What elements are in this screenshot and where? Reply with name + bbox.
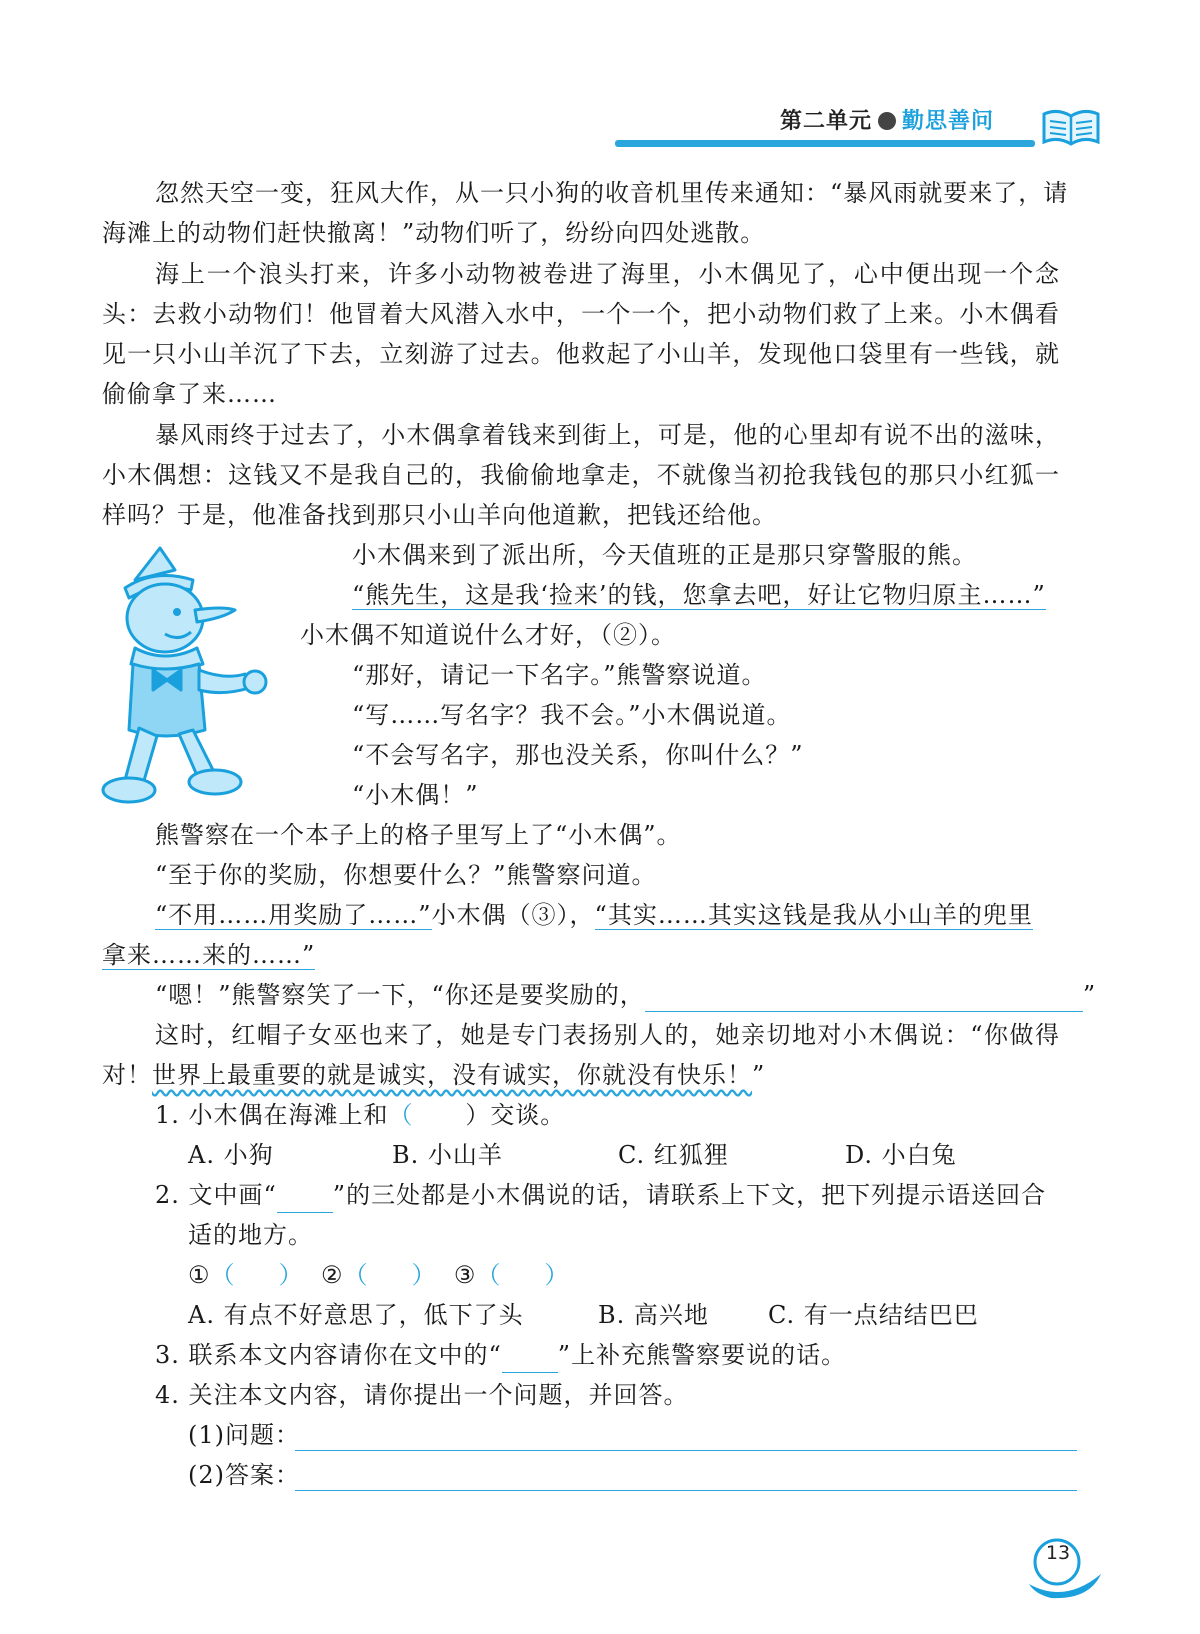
q2-option[interactable]: B. 高兴地 bbox=[598, 1301, 709, 1329]
passage-line: 样吗？于是，他准备找到那只小山羊向他道歉，把钱还给他。 bbox=[102, 501, 777, 529]
unit-theme: 勤思善问 bbox=[902, 109, 995, 134]
question-4: 4. 关注本文内容，请你提出一个问题，并回答。 bbox=[155, 1381, 689, 1409]
passage-line: “那好，请记一下名字。”熊警察说道。 bbox=[352, 661, 767, 689]
q4-question-line[interactable] bbox=[295, 1450, 1077, 1451]
passage-line: 暴风雨终于过去了，小木偶拿着钱来到街上，可是，他的心里却有说不出的滋味， bbox=[155, 421, 1060, 449]
passage-line: “不会写名字，那也没关系，你叫什么？” bbox=[352, 741, 804, 769]
blank-mark-2: ② bbox=[613, 621, 638, 649]
q1-option[interactable]: D. 小白兔 bbox=[845, 1141, 957, 1169]
q2-option[interactable]: C. 有一点结结巴巴 bbox=[768, 1301, 979, 1329]
passage-line: “嗯！”熊警察笑了一下，“你还是要奖励的， ” bbox=[155, 978, 1096, 1012]
q1-option[interactable]: A. 小狗 bbox=[188, 1141, 274, 1169]
underlined-quote-2: “不用……用奖励了……” bbox=[155, 901, 432, 929]
passage-line: 熊警察在一个本子上的格子里写上了“小木偶”。 bbox=[155, 821, 682, 849]
q1-option[interactable]: B. 小山羊 bbox=[392, 1141, 503, 1169]
underlined-quote-3-cont: 拿来……来的……” bbox=[102, 941, 316, 969]
blank-mark-3: ③ bbox=[531, 901, 557, 929]
passage-line: 头：去救小动物们！他冒着大风潜入水中，一个一个，把小动物们救了上来。小木偶看 bbox=[102, 300, 1060, 328]
unit-header bbox=[780, 104, 994, 135]
wavy-underlined-sentence: 世界上最重要的就是诚实，没有诚实，你就没有快乐！ bbox=[152, 1061, 752, 1089]
passage-line: 小木偶来到了派出所，今天值班的正是那只穿警服的熊。 bbox=[352, 541, 977, 569]
passage-line: 海上一个浪头打来，许多小动物被卷进了海里，小木偶见了，心中便出现一个念 bbox=[155, 260, 1060, 288]
q4-answer-label: (2)答案： bbox=[188, 1461, 300, 1489]
passage-line: 海滩上的动物们赶快撤离！”动物们听了，纷纷向四处逃散。 bbox=[102, 219, 766, 247]
q4-answer-line[interactable] bbox=[295, 1490, 1077, 1491]
passage-line: 小木偶想：这钱又不是我自己的，我偷偷地拿走，不就像当初抢我钱包的那只小红狐一 bbox=[102, 461, 1060, 489]
answer-paren: （ bbox=[388, 1101, 466, 1129]
q2-slots[interactable]: ①（ ） ②（ ） ③（ ） bbox=[188, 1261, 570, 1289]
passage-line: 忽然天空一变，狂风大作，从一只小狗的收音机里传来通知：“暴风雨就要来了，请 bbox=[155, 179, 1069, 207]
q1-option[interactable]: C. 红狐狸 bbox=[618, 1141, 729, 1169]
passage-line: “不用……用奖励了……”小木偶（③），“其实……其实这钱是我从小山羊的兜里 bbox=[155, 901, 1033, 929]
passage-line: “至于你的奖励，你想要什么？”熊警察问道。 bbox=[155, 861, 657, 889]
question-1: 1. 小木偶在海滩上和（ ）交谈。 bbox=[155, 1101, 566, 1129]
passage-line: 小木偶不知道说什么才好，（②）。 bbox=[300, 621, 676, 649]
bullet-dot bbox=[878, 112, 896, 130]
passage-line: 偷偷拿了来…… bbox=[102, 380, 277, 408]
fill-in-blank[interactable] bbox=[645, 981, 1083, 1012]
underlined-quote-3: “其实……其实这钱是我从小山羊的兜里 bbox=[594, 901, 1033, 929]
passage-line: 这时，红帽子女巫也来了，她是专门表扬别人的，她亲切地对小木偶说：“你做得 bbox=[155, 1021, 1060, 1049]
header-underline-bar bbox=[615, 140, 1035, 147]
passage-line: “小木偶！” bbox=[352, 781, 479, 809]
passage-line: “写……写名字？我不会。”小木偶说道。 bbox=[352, 701, 792, 729]
passage-line: 见一只小山羊沉了下去，立刻游了过去。他救起了小山羊，发现他口袋里有一些钱，就 bbox=[102, 340, 1060, 368]
question-2: 2. 文中画“ ”的三处都是小木偶说的话，请联系上下文，把下列提示语送回合 bbox=[155, 1178, 1046, 1213]
question-2-cont: 适的地方。 bbox=[188, 1221, 313, 1249]
q2-option[interactable]: A. 有点不好意思了，低下了头 bbox=[188, 1301, 524, 1329]
open-book-icon bbox=[1040, 104, 1102, 152]
underlined-quote-1: “熊先生，这是我‘捡来’的钱，您拿去吧，好让它物归原主……” bbox=[352, 581, 1046, 609]
q4-question-label: (1)问题： bbox=[188, 1421, 300, 1449]
pinocchio-illustration bbox=[95, 540, 275, 824]
question-3: 3. 联系本文内容请你在文中的“ ”上补充熊警察要说的话。 bbox=[155, 1338, 846, 1373]
passage-line: 对！世界上最重要的就是诚实，没有诚实，你就没有快乐！” bbox=[102, 1061, 766, 1089]
page-number: 13 bbox=[1045, 1542, 1071, 1564]
unit-title: 第二单元 bbox=[780, 109, 873, 134]
